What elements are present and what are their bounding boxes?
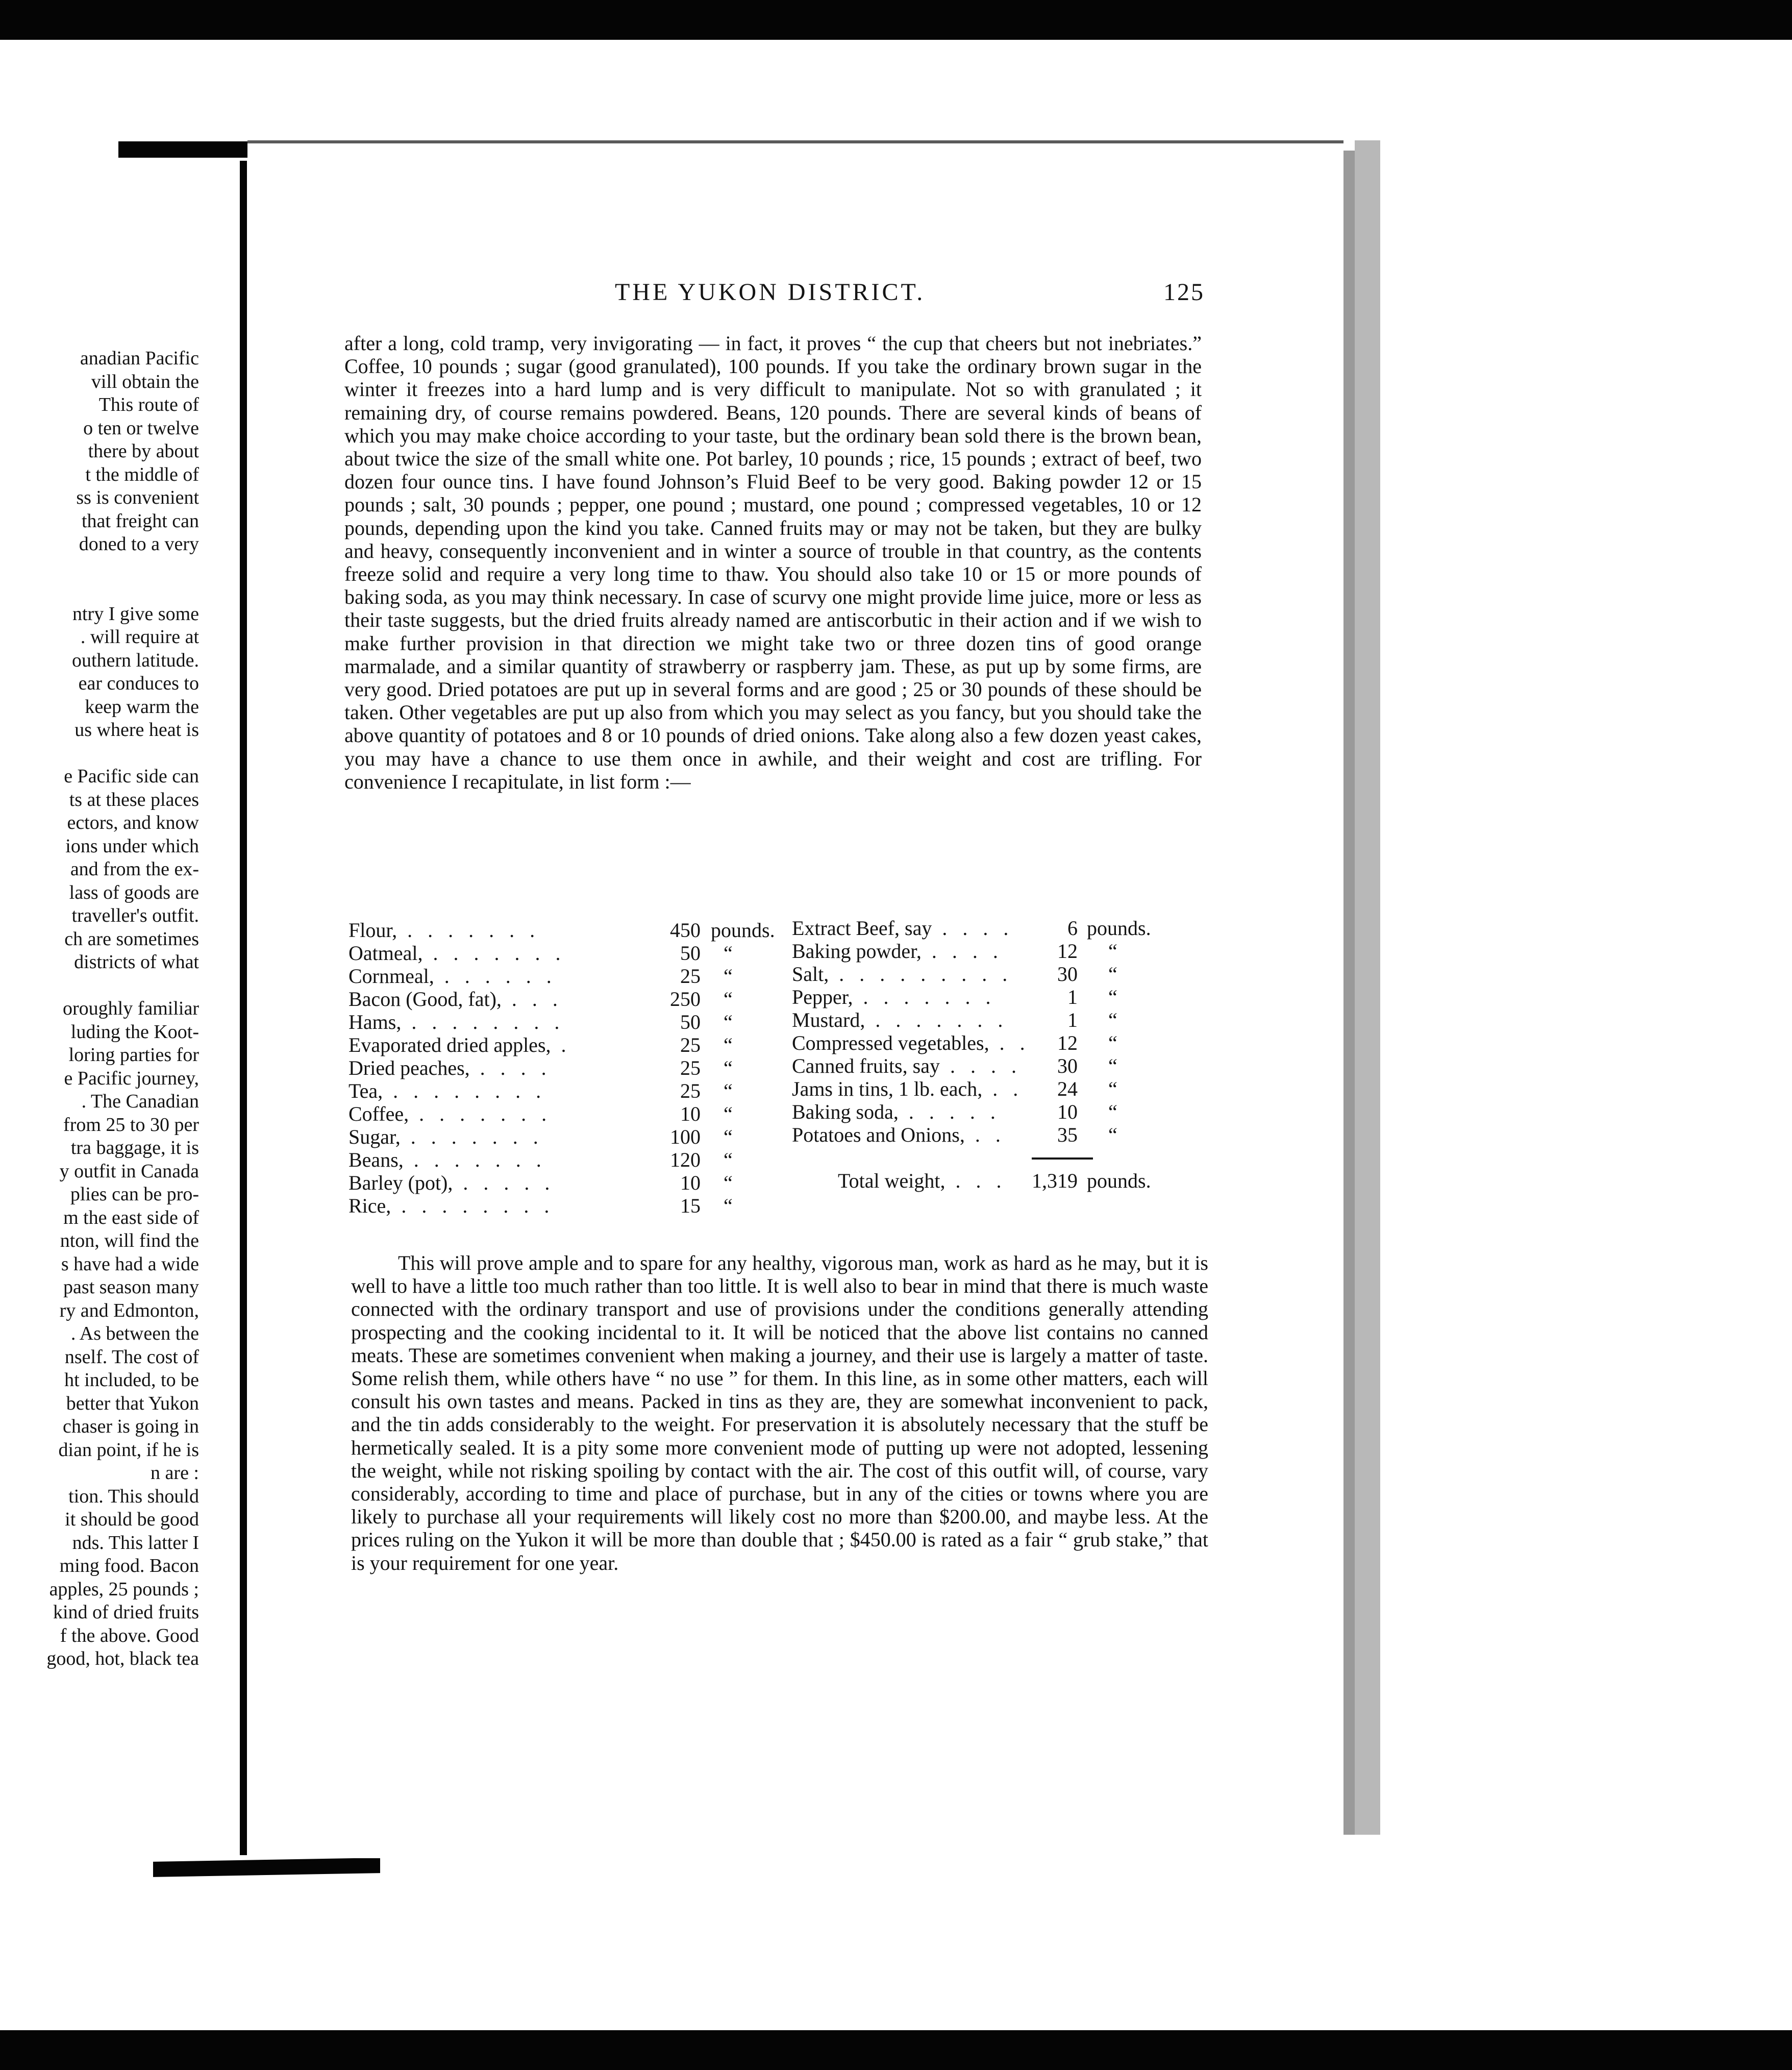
provision-unit: “ xyxy=(724,942,733,965)
left-page-line: o ten or twelve xyxy=(83,417,199,439)
dot-leaders: . . . . . . . . xyxy=(391,1194,555,1217)
provision-row xyxy=(792,917,1203,940)
provision-row xyxy=(792,1100,1203,1123)
provision-name: Rice, . . . . . . . . xyxy=(349,1194,555,1217)
provision-quantity: 6 xyxy=(1067,917,1078,940)
dot-leaders: . . . . . . . xyxy=(397,919,540,942)
provision-unit: “ xyxy=(1108,1054,1117,1077)
provisions-list-left xyxy=(349,919,775,1217)
left-page-line: e Pacific side can xyxy=(64,766,199,787)
provision-row xyxy=(792,1054,1203,1077)
provision-name: Coffee, . . . . . . . xyxy=(349,1102,552,1125)
left-page-line: dian point, if he is xyxy=(58,1439,199,1461)
provision-quantity: 30 xyxy=(1057,1054,1078,1077)
provision-name: Cornmeal, . . . . . . xyxy=(349,965,557,988)
dot-leaders: . . . . . xyxy=(453,1171,555,1194)
left-page-line: nton, will find the xyxy=(60,1230,199,1251)
left-page-line: apples, 25 pounds ; xyxy=(49,1578,199,1600)
provision-name: Potatoes and Onions, . . xyxy=(792,1123,1006,1146)
left-page-line: ts at these places xyxy=(69,788,199,810)
total-rule xyxy=(1032,1157,1093,1160)
dot-leaders: . xyxy=(551,1033,571,1056)
left-page-line: doned to a very xyxy=(79,533,199,555)
left-page-line: ming food. Bacon xyxy=(59,1555,199,1576)
left-page-line: e Pacific journey, xyxy=(64,1067,199,1089)
total-unit: pounds. xyxy=(1087,1169,1151,1192)
left-page-line: ss is convenient xyxy=(76,487,199,508)
provision-unit: “ xyxy=(724,965,733,988)
provision-row xyxy=(792,985,1203,1008)
provision-unit: “ xyxy=(1108,1123,1117,1146)
provision-unit: “ xyxy=(1108,963,1117,985)
left-page-line: districts of what xyxy=(74,951,199,973)
left-page-line: there by about xyxy=(88,440,199,462)
provision-unit: “ xyxy=(724,1056,733,1079)
left-page-line: outhern latitude. xyxy=(71,649,199,671)
dot-leaders: . . xyxy=(989,1031,1030,1054)
dot-leaders: . . . xyxy=(945,1169,1007,1192)
provision-quantity: 15 xyxy=(680,1194,701,1217)
provision-name: Beans, . . . . . . . xyxy=(349,1148,546,1171)
binding-clip-bottom xyxy=(153,1858,380,1877)
left-page-line: luding the Koot- xyxy=(70,1021,199,1043)
left-page-line: us where heat is xyxy=(74,719,199,741)
provision-name: Salt, . . . . . . . . . xyxy=(792,963,1013,985)
provision-row xyxy=(349,1056,772,1079)
provision-quantity: 10 xyxy=(680,1171,701,1194)
provision-unit: “ xyxy=(1108,985,1117,1008)
provision-unit: “ xyxy=(1108,1008,1117,1031)
left-page-line: oroughly familiar xyxy=(63,998,199,1019)
provision-name: Tea, . . . . . . . . xyxy=(349,1079,546,1102)
provision-row xyxy=(349,1171,772,1194)
dot-leaders: . . . . . . . xyxy=(409,1102,552,1125)
provision-name: Hams, . . . . . . . . xyxy=(349,1011,565,1033)
dot-leaders: . . . . xyxy=(932,917,1014,940)
provision-quantity: 10 xyxy=(1057,1100,1078,1123)
provision-row xyxy=(792,1008,1203,1031)
left-page-line: chaser is going in xyxy=(62,1416,199,1437)
page-edge-shadow xyxy=(1343,151,1355,1835)
dot-leaders: . . . . xyxy=(921,940,1003,963)
paragraph-continued: after a long, cold tramp, very invigorating — in fact, it proves “ the cup that cheers but not inebriates.” Coffee, 10 pounds ; sugar (good granulated), 100 pounds. If you take the ordinary brown sugar in the winter it freezes into a hard lump and is very difficult to manipulate. Not so with granulated ; it remaining dry, of course remains powdered. Beans, 120 pounds. There are several kinds of beans of which you may make choice according to your taste, but the ordinary bean sold there is the brown bean, about twice the size of the small white one. Pot barley, 10 pounds ; rice, 15 pounds ; extract of beef, two dozen four ounce tins. I have found Johnson’s Fluid Beef to be very good. Baking powder 12 or 15 pounds ; salt, 30 pounds ; pepper, one pound ; mustard, one pound ; compressed vegetables, 10 or 12 pounds, depending upon the kind you take. Canned fruits may or may not be taken, but they are bulky and heavy, consequently inconvenient and in winter a source of trouble in that country, as the contents freeze solid and require a very long time to thaw. You should also take 10 or 15 or more pounds of baking soda, as you may think necessary. In case of scurvy one might provide lime juice, more or less as their taste suggests, but the dried fruits already named are antiscorbutic in their action and if we wish to make further provision in that direction we might take two or three dozen tins of good orange marmalade, and a similar quantity of strawberry or raspberry jam. These, as put up by some firms, are very good. Dried potatoes are put up in several forms and are good ; 25 or 30 pounds of these should be taken. Other vegetables are put up also from which you may select as you fancy, but you should take the above quantity of potatoes and 8 or 10 pounds of dried onions. Take along also a few dozen yeast cakes, you may have a chance to use them once in awhile, and their weight and cost are trifling. For convenience I recapitulate, in list form :— xyxy=(344,332,1202,793)
left-page-line: ht included, to be xyxy=(64,1369,199,1391)
left-page-line: past season many xyxy=(63,1276,199,1298)
provision-quantity: 450 xyxy=(670,919,701,942)
provision-quantity: 50 xyxy=(680,942,701,965)
provision-unit: “ xyxy=(1108,1031,1117,1054)
scan-border-top xyxy=(0,0,1792,40)
left-page-line: and from the ex- xyxy=(70,858,199,880)
provision-row xyxy=(349,1033,772,1056)
left-page-line: ions under which xyxy=(65,835,199,857)
provision-row xyxy=(349,965,772,988)
left-page-line: This route of xyxy=(98,394,199,415)
provision-name: Pepper, . . . . . . . xyxy=(792,985,996,1008)
provision-name: Baking powder, . . . . xyxy=(792,940,1003,963)
left-page-line: f the above. Good xyxy=(60,1624,199,1646)
provision-name: Barley (pot), . . . . . xyxy=(349,1171,555,1194)
provision-name: Jams in tins, 1 lb. each, . . xyxy=(792,1077,1024,1100)
left-page-line: lass of goods are xyxy=(69,881,199,903)
left-page-line: keep warm the xyxy=(85,696,199,718)
left-page-line: tion. This should xyxy=(68,1485,199,1507)
provision-unit: “ xyxy=(724,1148,733,1171)
provision-row xyxy=(349,1125,772,1148)
provision-name: Flour, . . . . . . . xyxy=(349,919,540,942)
left-page-line: . The Canadian xyxy=(81,1091,199,1112)
dot-leaders: . . . . . xyxy=(898,1100,1001,1123)
dot-leaders: . . . . . . . xyxy=(403,1148,546,1171)
dot-leaders: . . . . xyxy=(939,1054,1022,1077)
provision-row xyxy=(349,919,775,942)
provision-name: Extract Beef, say . . . . xyxy=(792,917,1014,940)
dot-leaders: . . xyxy=(982,1077,1024,1100)
provision-unit: pounds. xyxy=(1087,917,1151,940)
left-page-line: kind of dried fruits xyxy=(53,1601,199,1623)
dot-leaders: . . . . . . . . . xyxy=(829,963,1013,985)
left-page-line: loring parties for xyxy=(68,1044,199,1066)
provision-quantity: 120 xyxy=(670,1148,701,1171)
provision-unit: “ xyxy=(724,1102,733,1125)
left-page-line: ntry I give some xyxy=(72,603,199,625)
provision-row xyxy=(349,1148,772,1171)
provision-name: Sugar, . . . . . . . xyxy=(349,1125,543,1148)
provision-unit: “ xyxy=(724,1033,733,1056)
dot-leaders: . . . . . . . xyxy=(853,985,996,1008)
left-page-line: anadian Pacific xyxy=(80,348,199,369)
left-page-line: y outfit in Canada xyxy=(59,1160,199,1182)
provision-row xyxy=(349,1079,772,1102)
provision-quantity: 1 xyxy=(1067,985,1078,1008)
left-page-line: vill obtain the xyxy=(91,371,199,392)
provision-name: Evaporated dried apples, . xyxy=(349,1033,571,1056)
provision-quantity: 50 xyxy=(680,1011,701,1033)
page-stack-edge xyxy=(1355,140,1380,1835)
left-page-line: s have had a wide xyxy=(61,1253,199,1275)
total-row xyxy=(792,1169,1203,1192)
provision-name: Mustard, . . . . . . . xyxy=(792,1008,1008,1031)
left-page-line: tra baggage, it is xyxy=(70,1137,199,1159)
left-page-edge xyxy=(0,168,246,1853)
dot-leaders: . . . . . . . . xyxy=(401,1011,565,1033)
dot-leaders: . . . . . . . xyxy=(865,1008,1008,1031)
left-page-line: that freight can xyxy=(81,510,199,532)
left-page-line: from 25 to 30 per xyxy=(63,1114,199,1136)
provision-name: Dried peaches, . . . . xyxy=(349,1056,552,1079)
provision-quantity: 100 xyxy=(670,1125,701,1148)
running-head: THE YUKON DISTRICT. xyxy=(615,279,926,306)
provision-name: Compressed vegetables, . . xyxy=(792,1031,1030,1054)
provision-quantity: 24 xyxy=(1057,1077,1078,1100)
provision-row xyxy=(349,1102,772,1125)
provision-row xyxy=(349,1194,772,1217)
provision-quantity: 25 xyxy=(680,1079,701,1102)
provision-quantity: 12 xyxy=(1057,1031,1078,1054)
left-page-line: ear conduces to xyxy=(78,673,199,694)
page-number: 125 xyxy=(1163,279,1205,306)
total-label: Total weight, . . . xyxy=(838,1169,1007,1192)
provision-unit: “ xyxy=(724,988,733,1011)
provision-row xyxy=(792,963,1203,985)
left-page-line: ch are sometimes xyxy=(64,928,199,950)
provision-row xyxy=(792,1031,1203,1054)
provision-quantity: 25 xyxy=(680,1056,701,1079)
left-page-line: m the east side of xyxy=(63,1206,199,1228)
dot-leaders: . . . . . . . xyxy=(422,942,566,965)
provision-quantity: 30 xyxy=(1057,963,1078,985)
book-spine xyxy=(240,161,247,1855)
provision-quantity: 10 xyxy=(680,1102,701,1125)
provision-unit: “ xyxy=(1108,940,1117,963)
dot-leaders: . . . . xyxy=(469,1056,552,1079)
provision-name: Canned fruits, say . . . . xyxy=(792,1054,1022,1077)
scan-border-bottom xyxy=(0,2030,1792,2070)
dot-leaders: . . . xyxy=(501,988,563,1011)
provision-name: Baking soda, . . . . . xyxy=(792,1100,1001,1123)
provision-quantity: 1 xyxy=(1067,1008,1078,1031)
provision-row xyxy=(792,1123,1203,1146)
provision-unit: “ xyxy=(724,1171,733,1194)
provision-quantity: 12 xyxy=(1057,940,1078,963)
left-page-line: t the middle of xyxy=(85,463,199,485)
dot-leaders: . . . . . . . . xyxy=(383,1079,546,1102)
provision-quantity: 35 xyxy=(1057,1123,1078,1146)
provision-row xyxy=(349,1011,772,1033)
left-page-line: ectors, and know xyxy=(67,812,199,833)
provision-unit: “ xyxy=(724,1194,733,1217)
provision-row xyxy=(792,940,1203,963)
dot-leaders: . . xyxy=(964,1123,1006,1146)
provision-row xyxy=(349,988,772,1011)
provision-quantity: 25 xyxy=(680,965,701,988)
left-page-line: . As between the xyxy=(70,1323,199,1344)
provision-unit: “ xyxy=(1108,1100,1117,1123)
left-page-line: good, hot, black tea xyxy=(46,1648,199,1669)
provision-quantity: 250 xyxy=(670,988,701,1011)
provisions-list-right xyxy=(792,917,1203,1192)
left-page-line: traveller's outfit. xyxy=(71,905,199,926)
provision-row xyxy=(792,1077,1203,1100)
total-quantity: 1,319 xyxy=(1032,1169,1078,1192)
left-page-line: ry and Edmonton, xyxy=(59,1299,199,1321)
provision-unit: “ xyxy=(724,1011,733,1033)
provision-unit: “ xyxy=(1108,1077,1117,1100)
provision-name: Bacon (Good, fat), . . . xyxy=(349,988,563,1011)
left-page-line: nself. The cost of xyxy=(64,1346,199,1368)
provision-unit: pounds. xyxy=(711,919,775,942)
provision-unit: “ xyxy=(724,1079,733,1102)
dot-leaders: . . . . . . . xyxy=(400,1125,543,1148)
provision-unit: “ xyxy=(724,1125,733,1148)
paragraph-closing: This will prove ample and to spare for any healthy, vigorous man, work as hard as he may, but it is well to have a little too much rather than too little. It is well also to bear in mind that there is much waste connected with the ordinary transport and use of provisions under the conditions generally attending prospecting and the cooking incidental to it. It will be noticed that the above list contains no canned meats. These are sometimes convenient when making a journey, and their use is largely a matter of taste. Some relish them, while others have “ no use ” for them. In this line, as in some other matters, each will consult his own tastes and means. Packed in tins as they are, they are somewhat inconvenient to pack, and the tin adds considerably to the weight. For preservation it is absolutely necessary that the stuff be hermetically sealed. It is a pity some more convenient mode of putting up were not adopted, lessening the weight, while not risking spoiling by contact with the air. The cost of this outfit will, of course, vary considerably, according to time and place of purchase, but in any of the cities or towns where you are likely to purchase all your requirements will likely cost no more than $200.00, and maybe less. At the prices ruling on the Yukon it will be more than double that ; $450.00 is rated as a fair “ grub stake,” that is your requirement for one year. xyxy=(351,1251,1208,1574)
provision-name: Oatmeal, . . . . . . . xyxy=(349,942,566,965)
left-page-line: n are : xyxy=(151,1462,199,1484)
provision-quantity: 25 xyxy=(680,1033,701,1056)
provision-row xyxy=(349,942,772,965)
dot-leaders: . . . . . . xyxy=(434,965,557,988)
left-page-line: plies can be pro- xyxy=(70,1184,199,1205)
left-page-line: better that Yukon xyxy=(66,1392,199,1414)
left-page-line: nds. This latter I xyxy=(72,1532,199,1554)
left-page-line: it should be good xyxy=(65,1509,199,1530)
left-page-line: . will require at xyxy=(80,626,199,648)
